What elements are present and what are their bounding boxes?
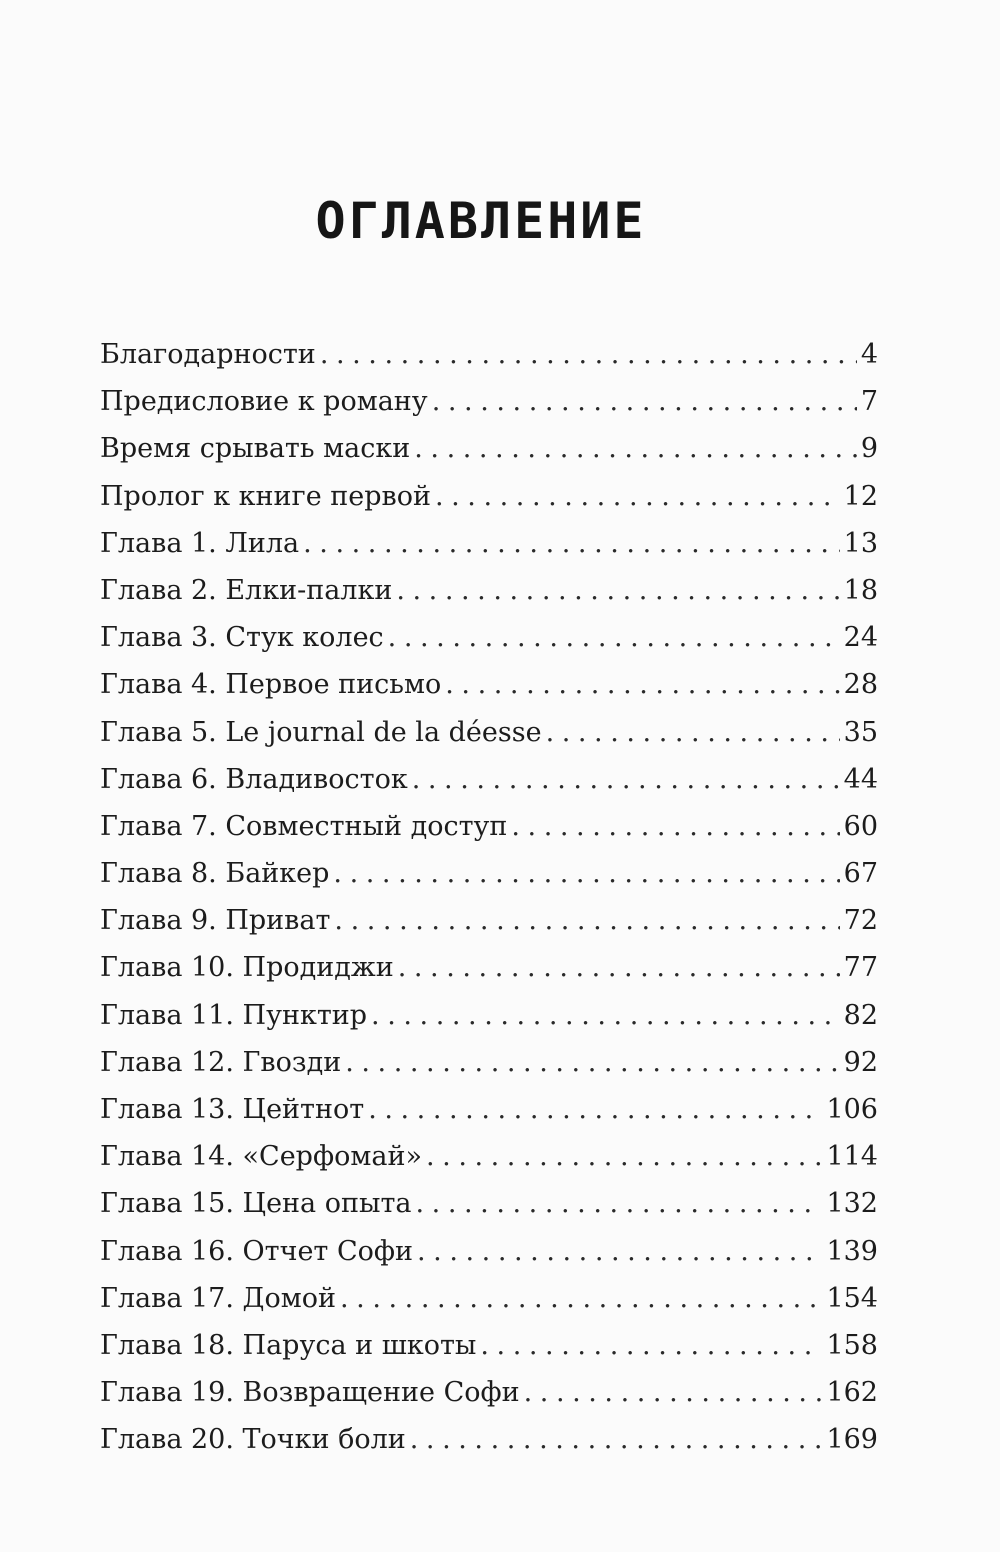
dot-leader bbox=[511, 803, 839, 850]
toc-entry-page: 114 bbox=[826, 1141, 878, 1173]
toc-entry-title: Глава 9. Приват bbox=[100, 905, 331, 937]
toc-entry-title: Благодарности bbox=[100, 339, 316, 370]
toc-entry bbox=[100, 897, 878, 944]
toc-entry-title: Глава 4. Первое письмо bbox=[100, 669, 442, 701]
toc-entry-title: Глава 15. Цена опыта bbox=[100, 1188, 412, 1220]
toc-entry bbox=[100, 567, 878, 614]
toc-entry-title: Предисловие к роману bbox=[100, 386, 428, 418]
toc-entry-page: 18 bbox=[843, 574, 878, 606]
toc-entry-page: 169 bbox=[826, 1424, 878, 1456]
dot-leader bbox=[416, 1180, 823, 1227]
toc-entry-page: 162 bbox=[826, 1377, 878, 1409]
toc-entry-title: Время срывать маски bbox=[100, 433, 411, 465]
dot-leader bbox=[480, 1322, 822, 1369]
dot-leader bbox=[340, 1275, 822, 1322]
toc-entry bbox=[100, 803, 878, 850]
dot-leader bbox=[396, 567, 839, 614]
toc-entry bbox=[100, 850, 878, 897]
toc-entry-page: 7 bbox=[860, 386, 878, 418]
toc-entry-title: Глава 13. Цейтнот bbox=[100, 1094, 365, 1125]
toc-entry bbox=[100, 1133, 878, 1180]
toc-entry-title: Глава 18. Паруса и шкоты bbox=[100, 1329, 477, 1361]
dot-leader bbox=[417, 1228, 822, 1275]
toc-entry bbox=[100, 520, 878, 567]
toc-entry bbox=[100, 1180, 878, 1227]
toc-entry bbox=[100, 331, 878, 378]
toc-entry-page: 158 bbox=[826, 1329, 878, 1361]
toc-entry-title: Глава 8. Байкер bbox=[100, 858, 330, 890]
toc-entry bbox=[100, 992, 878, 1039]
toc-entry-title: Глава 16. Отчет Софи bbox=[100, 1235, 413, 1267]
toc-entry bbox=[100, 1275, 878, 1322]
toc-entry bbox=[100, 1086, 878, 1133]
toc-entry-title: Глава 1. Лила bbox=[100, 527, 300, 559]
dot-leader bbox=[368, 1086, 822, 1133]
toc-entry-page: 44 bbox=[843, 763, 878, 795]
toc-entry bbox=[100, 709, 878, 756]
toc-entry bbox=[100, 473, 878, 520]
table-of-contents bbox=[100, 331, 878, 1464]
toc-entry-page: 67 bbox=[843, 858, 878, 890]
dot-leader bbox=[524, 1369, 823, 1416]
dot-leader bbox=[345, 1039, 839, 1086]
toc-entry bbox=[100, 1369, 878, 1416]
toc-entry-page: 92 bbox=[843, 1046, 878, 1078]
dot-leader bbox=[414, 425, 857, 472]
toc-entry-page: 82 bbox=[843, 999, 878, 1031]
dot-leader bbox=[398, 944, 840, 991]
page-title: ОГЛАВЛЕНИЕ bbox=[315, 191, 647, 250]
toc-entry-title: Глава 3. Стук колес bbox=[100, 622, 384, 654]
toc-entry-title: Глава 5. Le journal de la déesse bbox=[100, 716, 542, 748]
toc-entry-title: Глава 7. Совместный доступ bbox=[100, 810, 508, 842]
toc-entry-page: 24 bbox=[843, 622, 878, 654]
toc-entry-page: 12 bbox=[843, 480, 878, 512]
dot-leader bbox=[445, 661, 839, 708]
toc-entry bbox=[100, 378, 878, 425]
toc-entry-page: 28 bbox=[843, 669, 878, 701]
toc-entry-page: 72 bbox=[843, 905, 878, 937]
dot-leader bbox=[546, 709, 840, 756]
dot-leader bbox=[410, 1416, 823, 1463]
toc-entry-title: Пролог к книге первой bbox=[100, 480, 431, 512]
toc-entry-title: Глава 20. Точки боли bbox=[100, 1424, 406, 1456]
toc-entry-title: Глава 17. Домой bbox=[100, 1282, 336, 1314]
toc-entry bbox=[100, 944, 878, 991]
toc-entry-page: 106 bbox=[826, 1094, 878, 1125]
dot-leader bbox=[333, 850, 839, 897]
toc-entry-page: 77 bbox=[843, 952, 878, 984]
toc-entry-title: Глава 14. «Серфомай» bbox=[100, 1141, 422, 1173]
toc-entry bbox=[100, 1416, 878, 1463]
toc-entry-page: 13 bbox=[843, 527, 878, 559]
toc-entry bbox=[100, 661, 878, 708]
toc-entry-title: Глава 6. Владивосток bbox=[100, 763, 408, 795]
toc-entry-page: 139 bbox=[826, 1235, 878, 1267]
dot-leader bbox=[303, 520, 840, 567]
dot-leader bbox=[388, 614, 840, 661]
toc-entry-title: Глава 11. Пунктир bbox=[100, 999, 368, 1031]
toc-entry bbox=[100, 1228, 878, 1275]
toc-entry-page: 154 bbox=[826, 1282, 878, 1314]
dot-leader bbox=[432, 378, 857, 425]
dot-leader bbox=[334, 897, 839, 944]
toc-entry bbox=[100, 614, 878, 661]
dot-leader bbox=[371, 992, 840, 1039]
dot-leader bbox=[320, 331, 857, 378]
toc-entry-page: 132 bbox=[826, 1188, 878, 1220]
toc-entry-title: Глава 12. Гвозди bbox=[100, 1046, 342, 1078]
toc-entry bbox=[100, 756, 878, 803]
toc-entry-page: 4 bbox=[860, 339, 878, 370]
toc-entry-page: 9 bbox=[860, 433, 878, 465]
dot-leader bbox=[435, 473, 840, 520]
toc-entry bbox=[100, 425, 878, 472]
dot-leader bbox=[426, 1133, 822, 1180]
toc-entry bbox=[100, 1039, 878, 1086]
toc-entry-title: Глава 19. Возвращение Софи bbox=[100, 1377, 520, 1409]
toc-entry bbox=[100, 1322, 878, 1369]
dot-leader bbox=[412, 756, 840, 803]
toc-entry-title: Глава 2. Елки-палки bbox=[100, 574, 393, 606]
toc-entry-page: 35 bbox=[843, 716, 878, 748]
toc-entry-title: Глава 10. Продиджи bbox=[100, 952, 394, 984]
toc-entry-page: 60 bbox=[843, 810, 878, 842]
